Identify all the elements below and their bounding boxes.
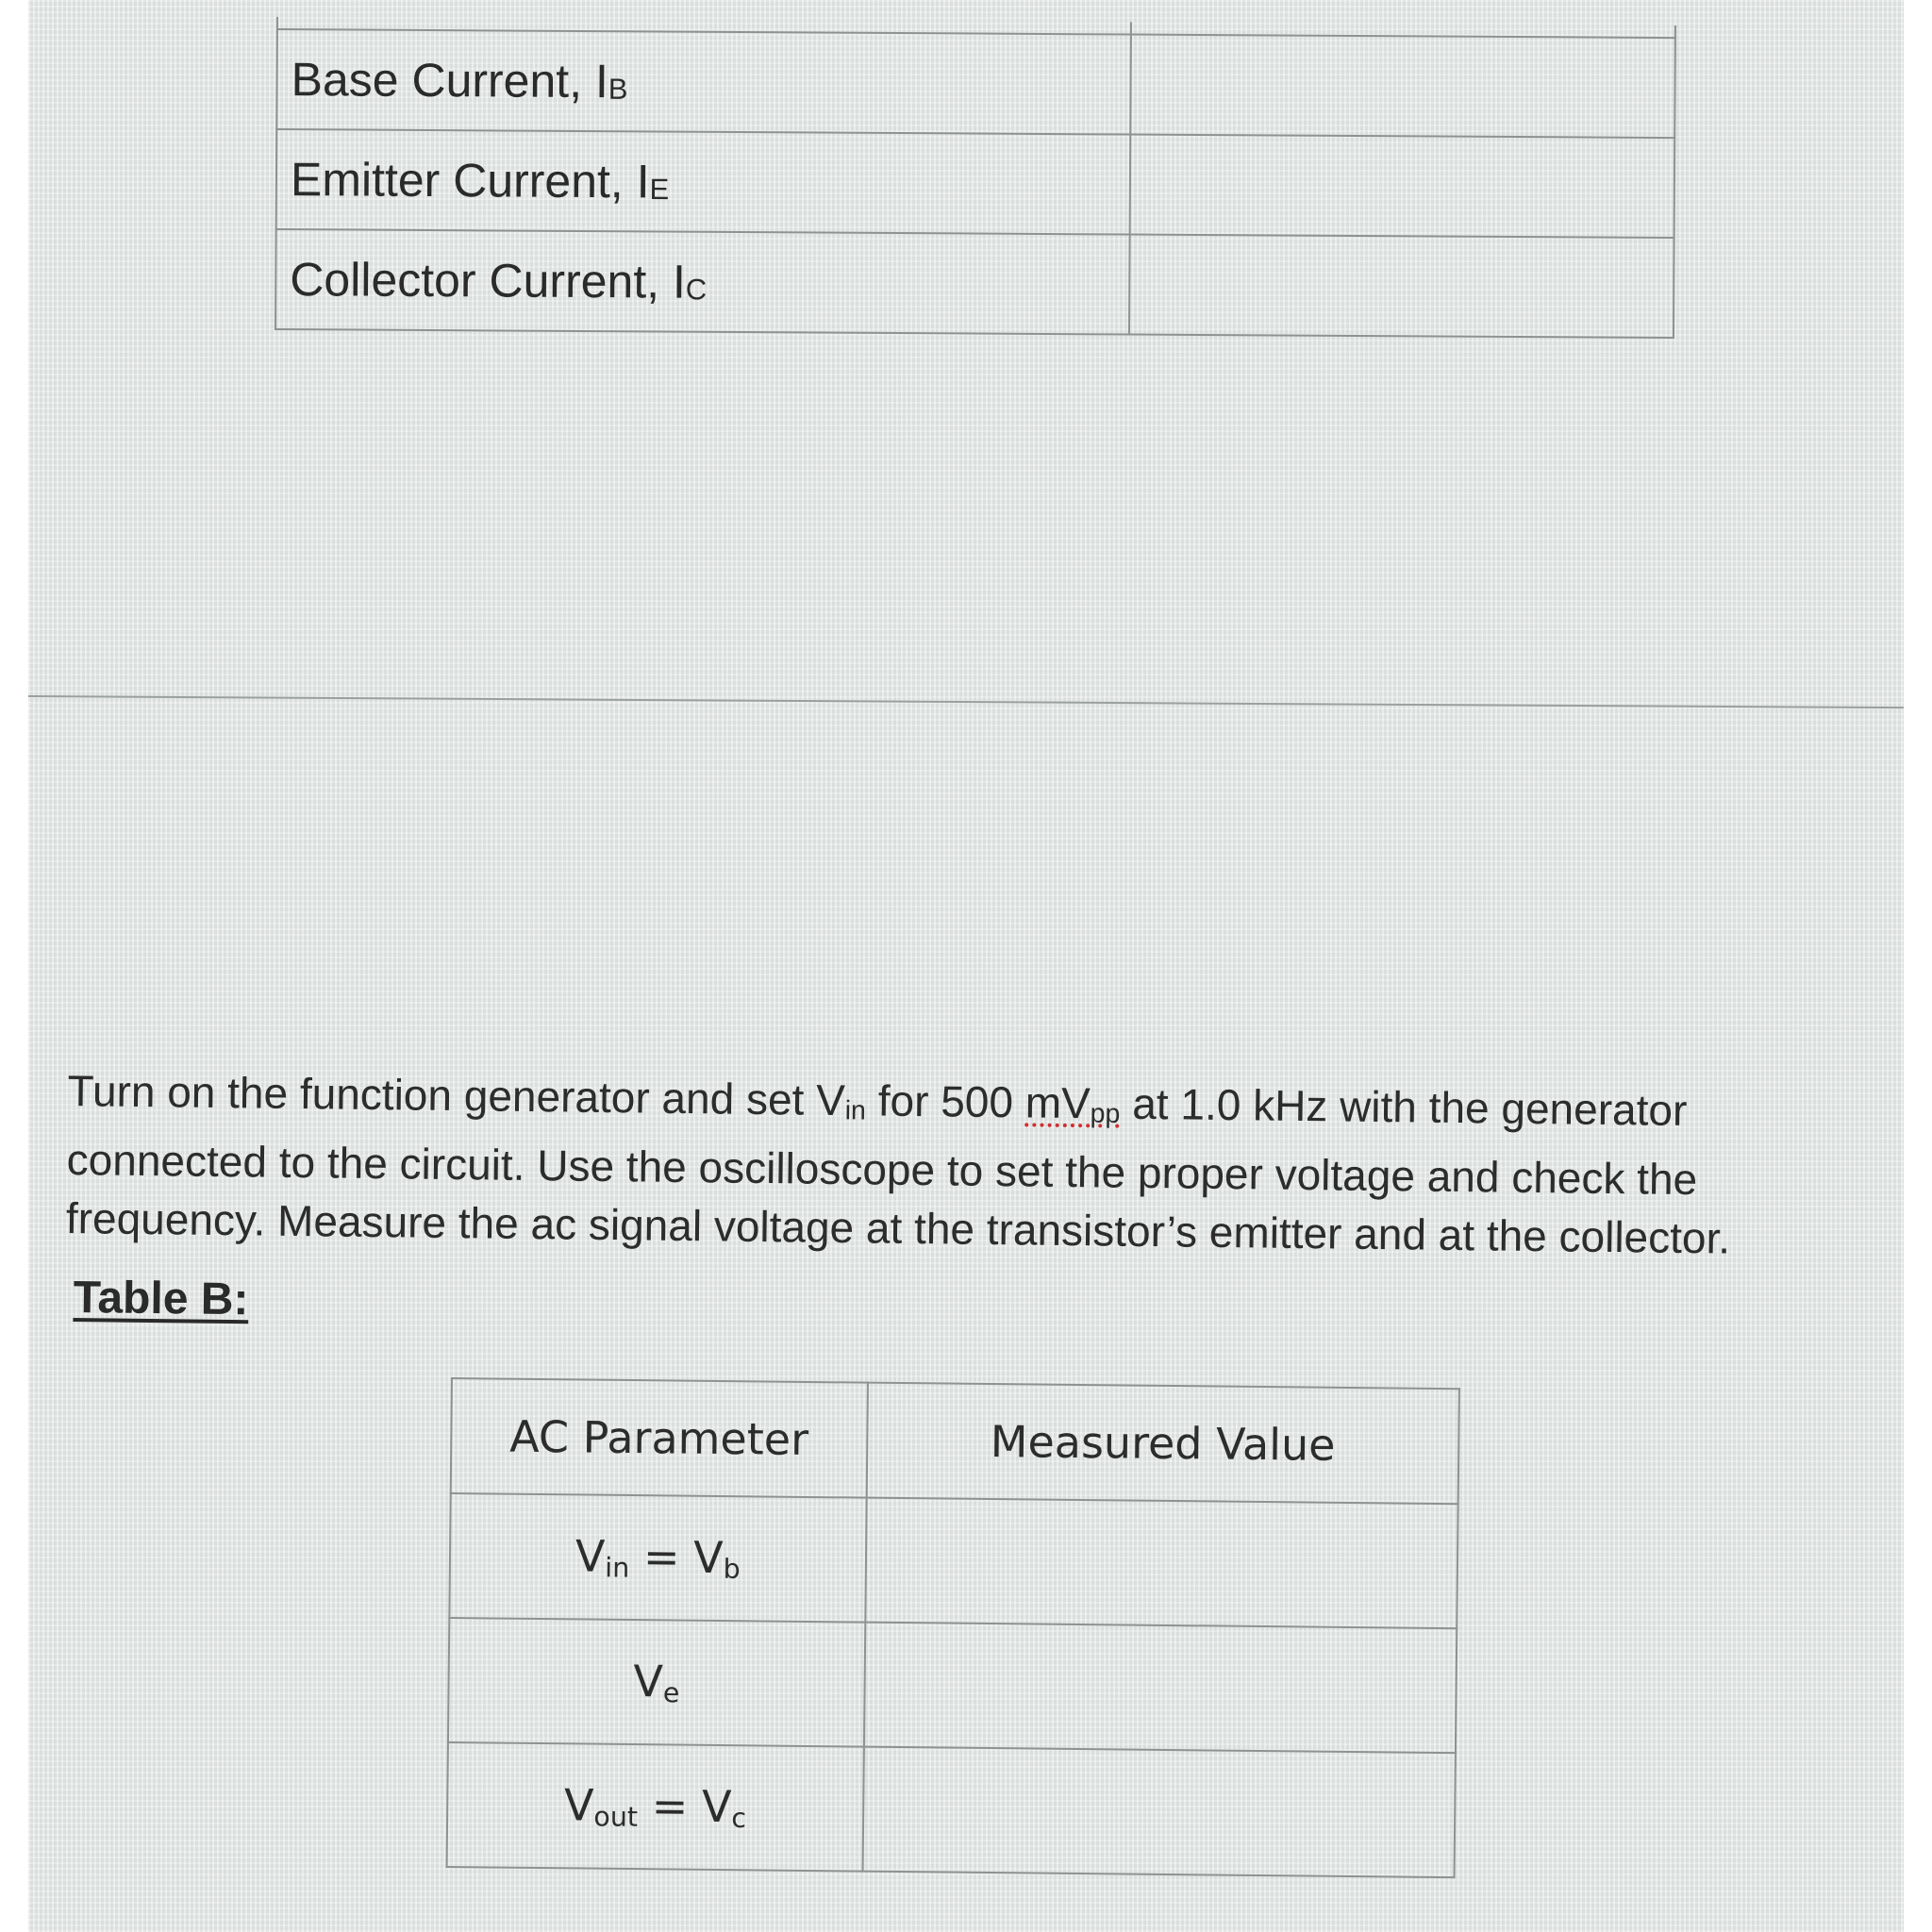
symbol: V — [575, 1530, 606, 1582]
table-row — [449, 1493, 1457, 1628]
row-label-collector-current — [275, 229, 1130, 335]
param-ve — [448, 1618, 865, 1747]
equals: = — [629, 1531, 694, 1583]
symbol: V — [701, 1780, 732, 1833]
instruction-text: Turn on the function generator and set V — [67, 1065, 846, 1125]
unit-subscript: pp — [1090, 1098, 1121, 1129]
table-row — [276, 129, 1675, 238]
instruction-text: for 500 — [865, 1075, 1026, 1127]
value-cell-ve[interactable] — [864, 1623, 1457, 1754]
symbol: V — [633, 1656, 664, 1707]
instruction-text: at 1.0 kHz with the generator connected to the circuit. Use the oscilloscope to set the proper voltage and check the frequency. Measure the ac signal voltage at the transistor’s emitter and at the collector. — [65, 1078, 1731, 1263]
label-subscript: B — [608, 72, 628, 106]
equals: = — [637, 1780, 703, 1832]
row-label-base-current — [276, 29, 1131, 135]
symbol-subscript: e — [662, 1677, 680, 1709]
label-text: Collector Current, I — [290, 253, 687, 308]
symbol: V — [692, 1531, 724, 1584]
unit-mvpp — [1024, 1077, 1120, 1127]
table-b-title: Table B: — [73, 1272, 249, 1325]
header-measured-value: Measured Value — [866, 1383, 1459, 1505]
symbol-subscript: b — [723, 1553, 741, 1586]
value-cell-collector-current[interactable] — [1129, 235, 1674, 339]
row-label-emitter-current — [276, 129, 1131, 235]
table-row — [276, 29, 1675, 138]
label-text: Base Current, I — [291, 53, 609, 108]
unit-main: mV — [1024, 1077, 1091, 1128]
table-row — [447, 1742, 1456, 1877]
symbol-subscript: in — [605, 1552, 630, 1584]
symbol-subscript: c — [731, 1802, 747, 1835]
symbol: V — [563, 1779, 594, 1831]
header-ac-parameter: AC Parameter — [451, 1378, 868, 1498]
dc-measurements-table — [275, 17, 1676, 339]
instruction-paragraph — [66, 1061, 1851, 1269]
vin-subscript: in — [844, 1095, 867, 1126]
table-row — [448, 1618, 1457, 1753]
param-vin-vb — [449, 1493, 866, 1623]
param-vout-vc — [447, 1742, 864, 1872]
label-text: Emitter Current, I — [290, 153, 650, 208]
label-subscript: C — [685, 273, 708, 307]
table-row — [275, 229, 1674, 338]
symbol-subscript: out — [593, 1801, 639, 1833]
ac-measurements-table — [446, 1377, 1460, 1878]
value-cell-vin[interactable] — [865, 1498, 1458, 1629]
table-header-row — [451, 1378, 1459, 1504]
value-cell-base-current[interactable] — [1130, 35, 1675, 139]
label-subscript: E — [649, 172, 670, 207]
value-cell-vout[interactable] — [862, 1747, 1456, 1878]
value-cell-emitter-current[interactable] — [1130, 135, 1675, 239]
